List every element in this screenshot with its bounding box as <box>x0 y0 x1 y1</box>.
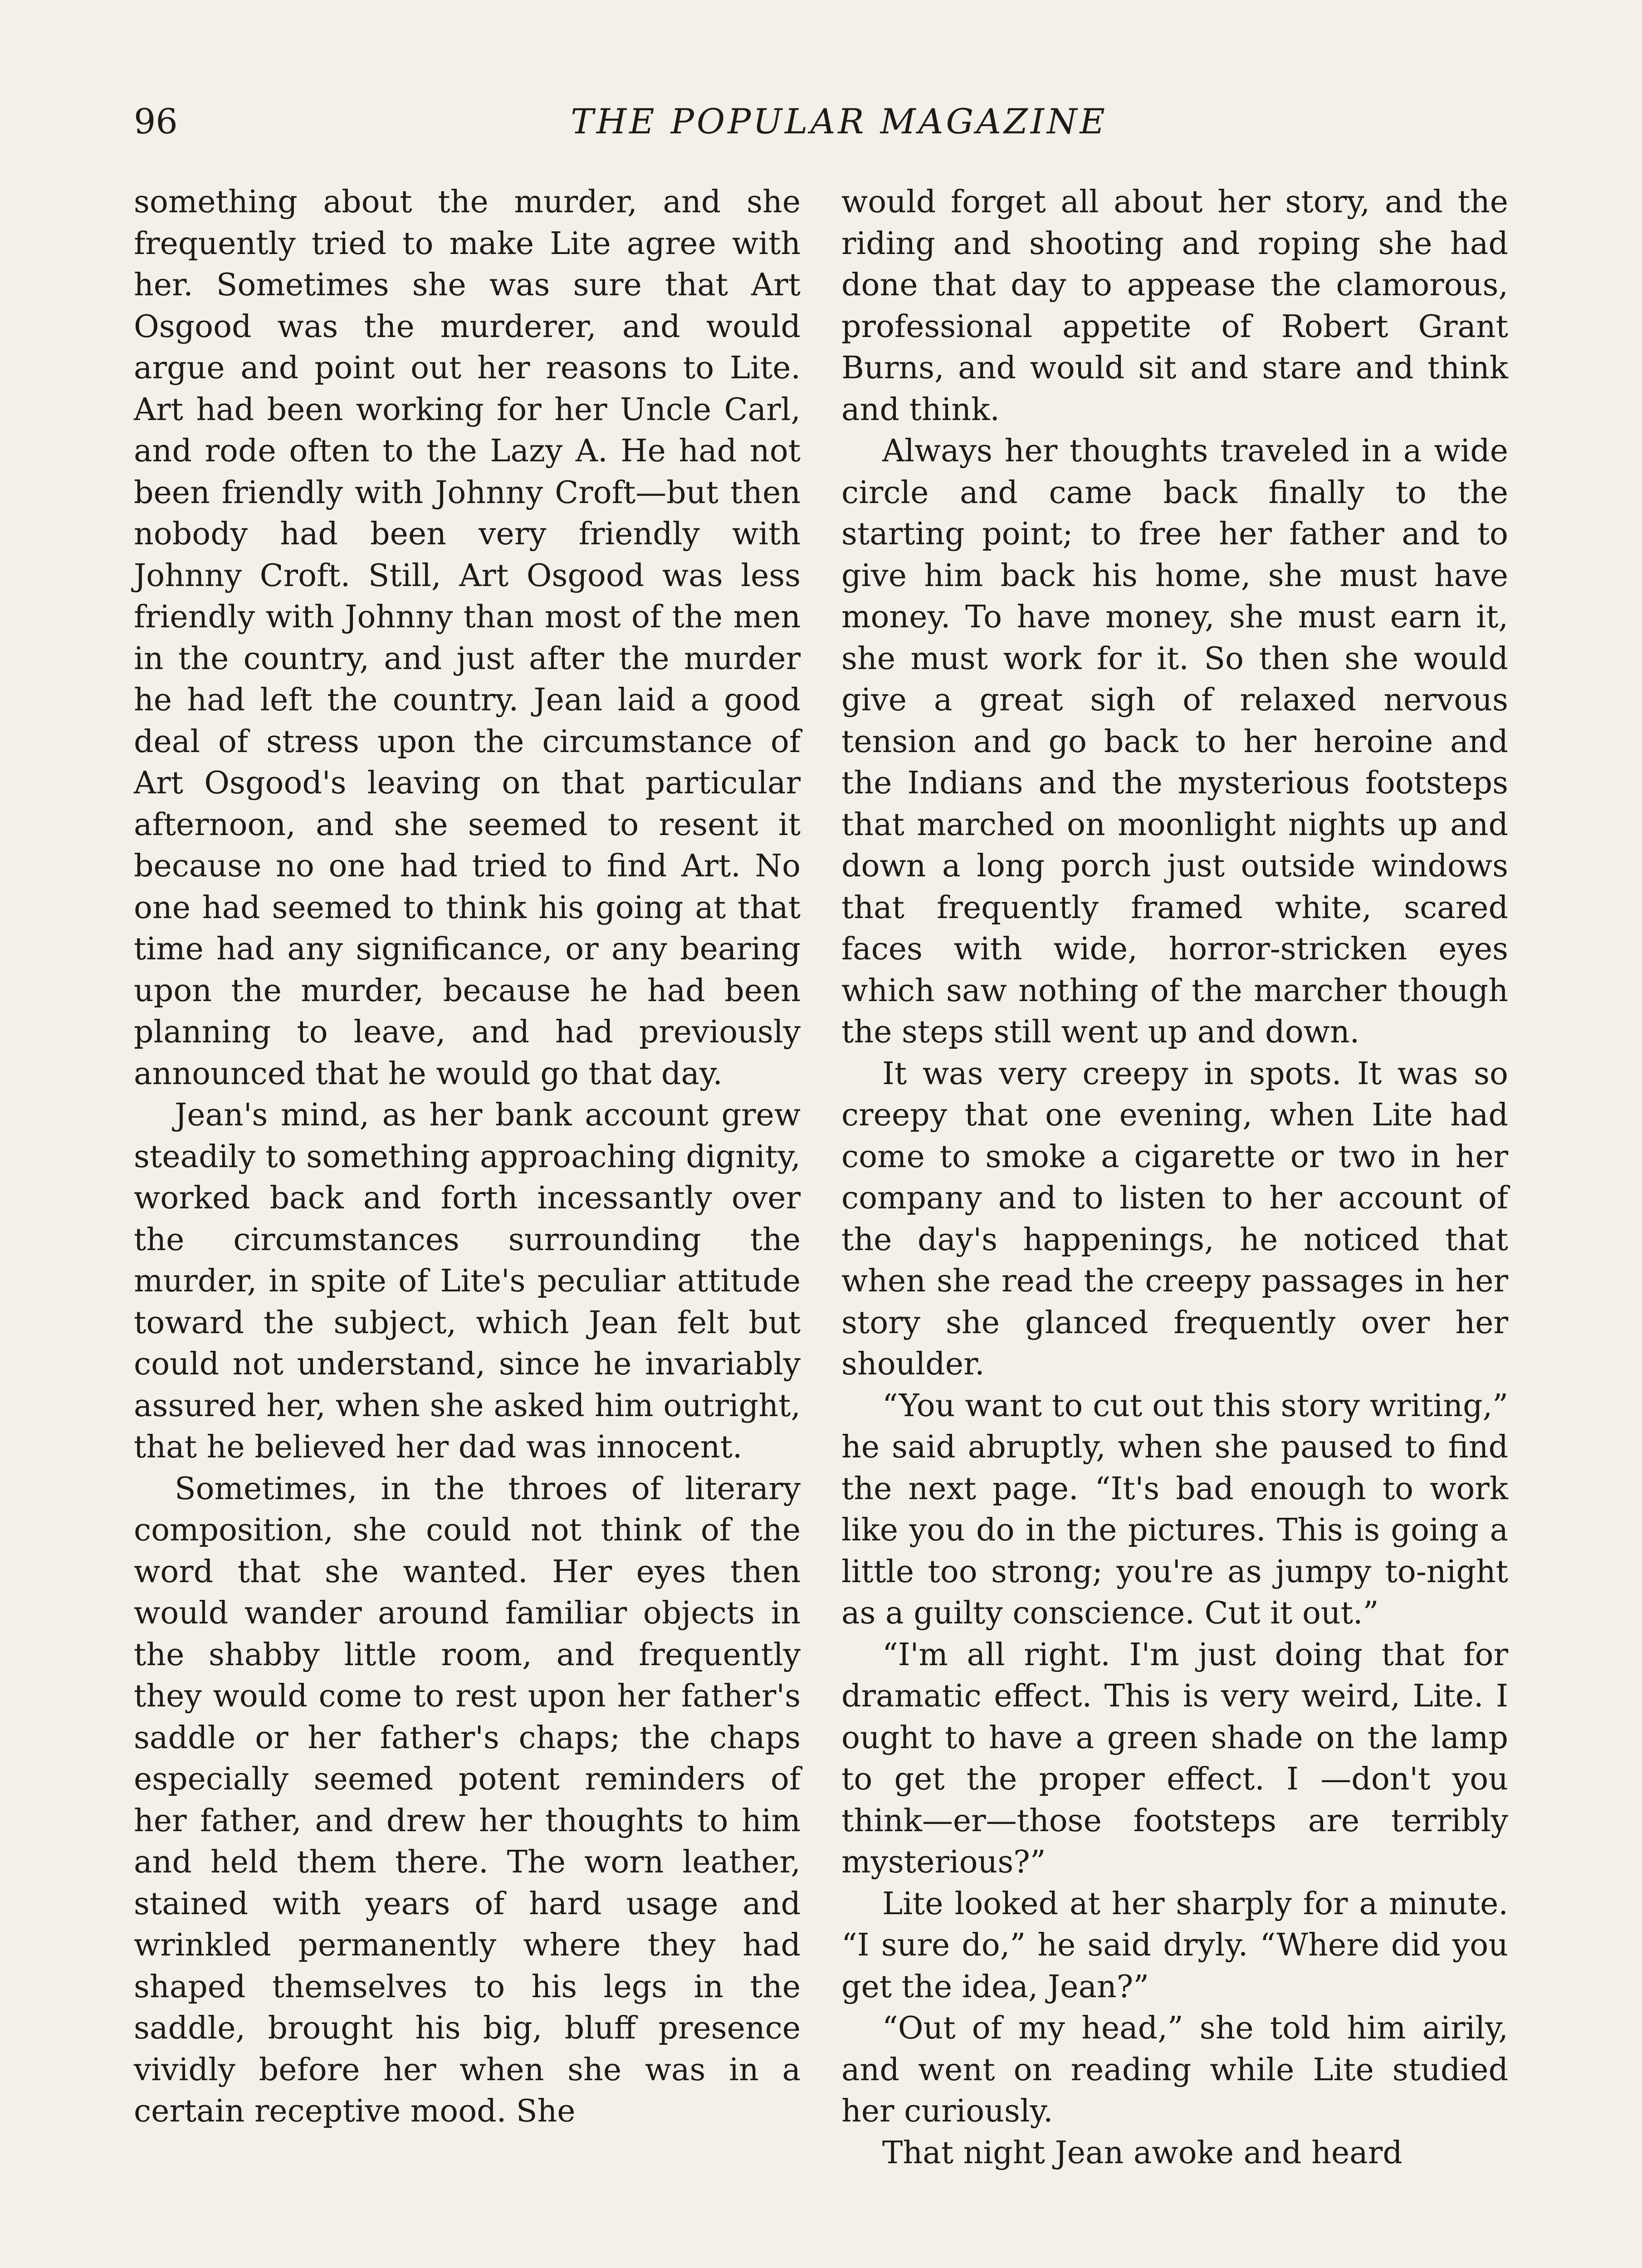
paragraph: “I'm all right. I'm just doing that for dramatic effect. This is very weird, Lite. I ought to have a green shade on the lamp to get the proper effect. I —don't you think—er—those footsteps are terribly mysterious?” <box>841 1637 1508 1880</box>
paragraph: Lite looked at her sharply for a minute. “I sure do,” he said dryly. “Where did you get the idea, Jean?” <box>841 1886 1508 2005</box>
paragraph: “You want to cut out this story writing,” he said abruptly, when she paused to find the next page. “It's bad enough to work like you do in the pictures. This is going a little too strong; you're as jumpy to-night as a guilty conscience. Cut it out.” <box>841 1388 1508 1631</box>
paragraph: Always her thoughts traveled in a wide circle and came back finally to the starting point; to free her father and to give him back his home, she must have money. To have money, she must earn it, she must work for it. So then she would give a great sigh of relaxed nervous tension and go back to her heroine and the Indians and the mysterious footsteps that marched on moonlight nights up and down a long porch just outside windows that frequently framed white, scared faces with wide, horror-stricken eyes which saw nothing of the marcher though the steps still went up and down. <box>841 433 1508 1050</box>
running-title: THE POPULAR MAGAZINE <box>571 101 1108 142</box>
right-column <box>841 181 1508 2174</box>
paragraph: Sometimes, in the throes of literary composition, she could not think of the word that she wanted. Her eyes then would wander around familiar objects in the shabby little room, and frequently they would come to rest upon her father's saddle or her father's chaps; the chaps especially seemed potent reminders of her father, and drew her thoughts to him and held them there. The worn leather, stained with years of hard usage and wrinkled permanently where they had shaped themselves to his legs in the saddle, brought his big, bluff presence vividly before her when she was in a certain receptive mood. She <box>134 1471 801 2129</box>
left-column <box>134 181 801 2132</box>
paragraph: “Out of my head,” she told him airily, and went on reading while Lite studied her curiously. <box>841 2010 1508 2129</box>
page-number: 96 <box>134 101 178 142</box>
paragraph: That night Jean awoke and heard <box>882 2135 1403 2171</box>
paragraph: something about the murder, and she frequently tried to make Lite agree with her. Sometimes she was sure that Art Osgood was the murderer, and would argue and point out her reasons to Lite. Art had been working for her Uncle Carl, and rode often to the Lazy A. He had not been friendly with Johnny Croft—but then nobody had been very friendly with Johnny Croft. Still, Art Osgood was less friendly with Johnny than most of the men in the country, and just after the murder he had left the country. Jean laid a good deal of stress upon the circumstance of Art Osgood's leaving on that particular afternoon, and she seemed to resent it because no one had tried to find Art. No one had seemed to think his going at that time had any significance, or any bearing upon the murder, because he had been planning to leave, and had previously announced that he would go that day. <box>134 184 801 1092</box>
paragraph: Jean's mind, as her bank account grew steadily to something approaching dignity, worked back and forth incessantly over the circumstances surrounding the murder, in spite of Lite's peculiar attitude toward the subject, which Jean felt but could not understand, since he invariably assured her, when she asked him outright, that he believed her dad was innocent. <box>134 1097 801 1465</box>
paragraph: would forget all about her story, and the riding and shooting and roping she had done that day to appease the clamorous, professional appetite of Robert Grant Burns, and would sit and stare and think and think. <box>841 184 1508 428</box>
paragraph: It was very creepy in spots. It was so creepy that one evening, when Lite had come to smoke a cigarette or two in her company and to listen to her account of the day's happenings, he noticed that when she read the creepy passages in her story she glanced frequently over her shoulder. <box>841 1056 1508 1382</box>
